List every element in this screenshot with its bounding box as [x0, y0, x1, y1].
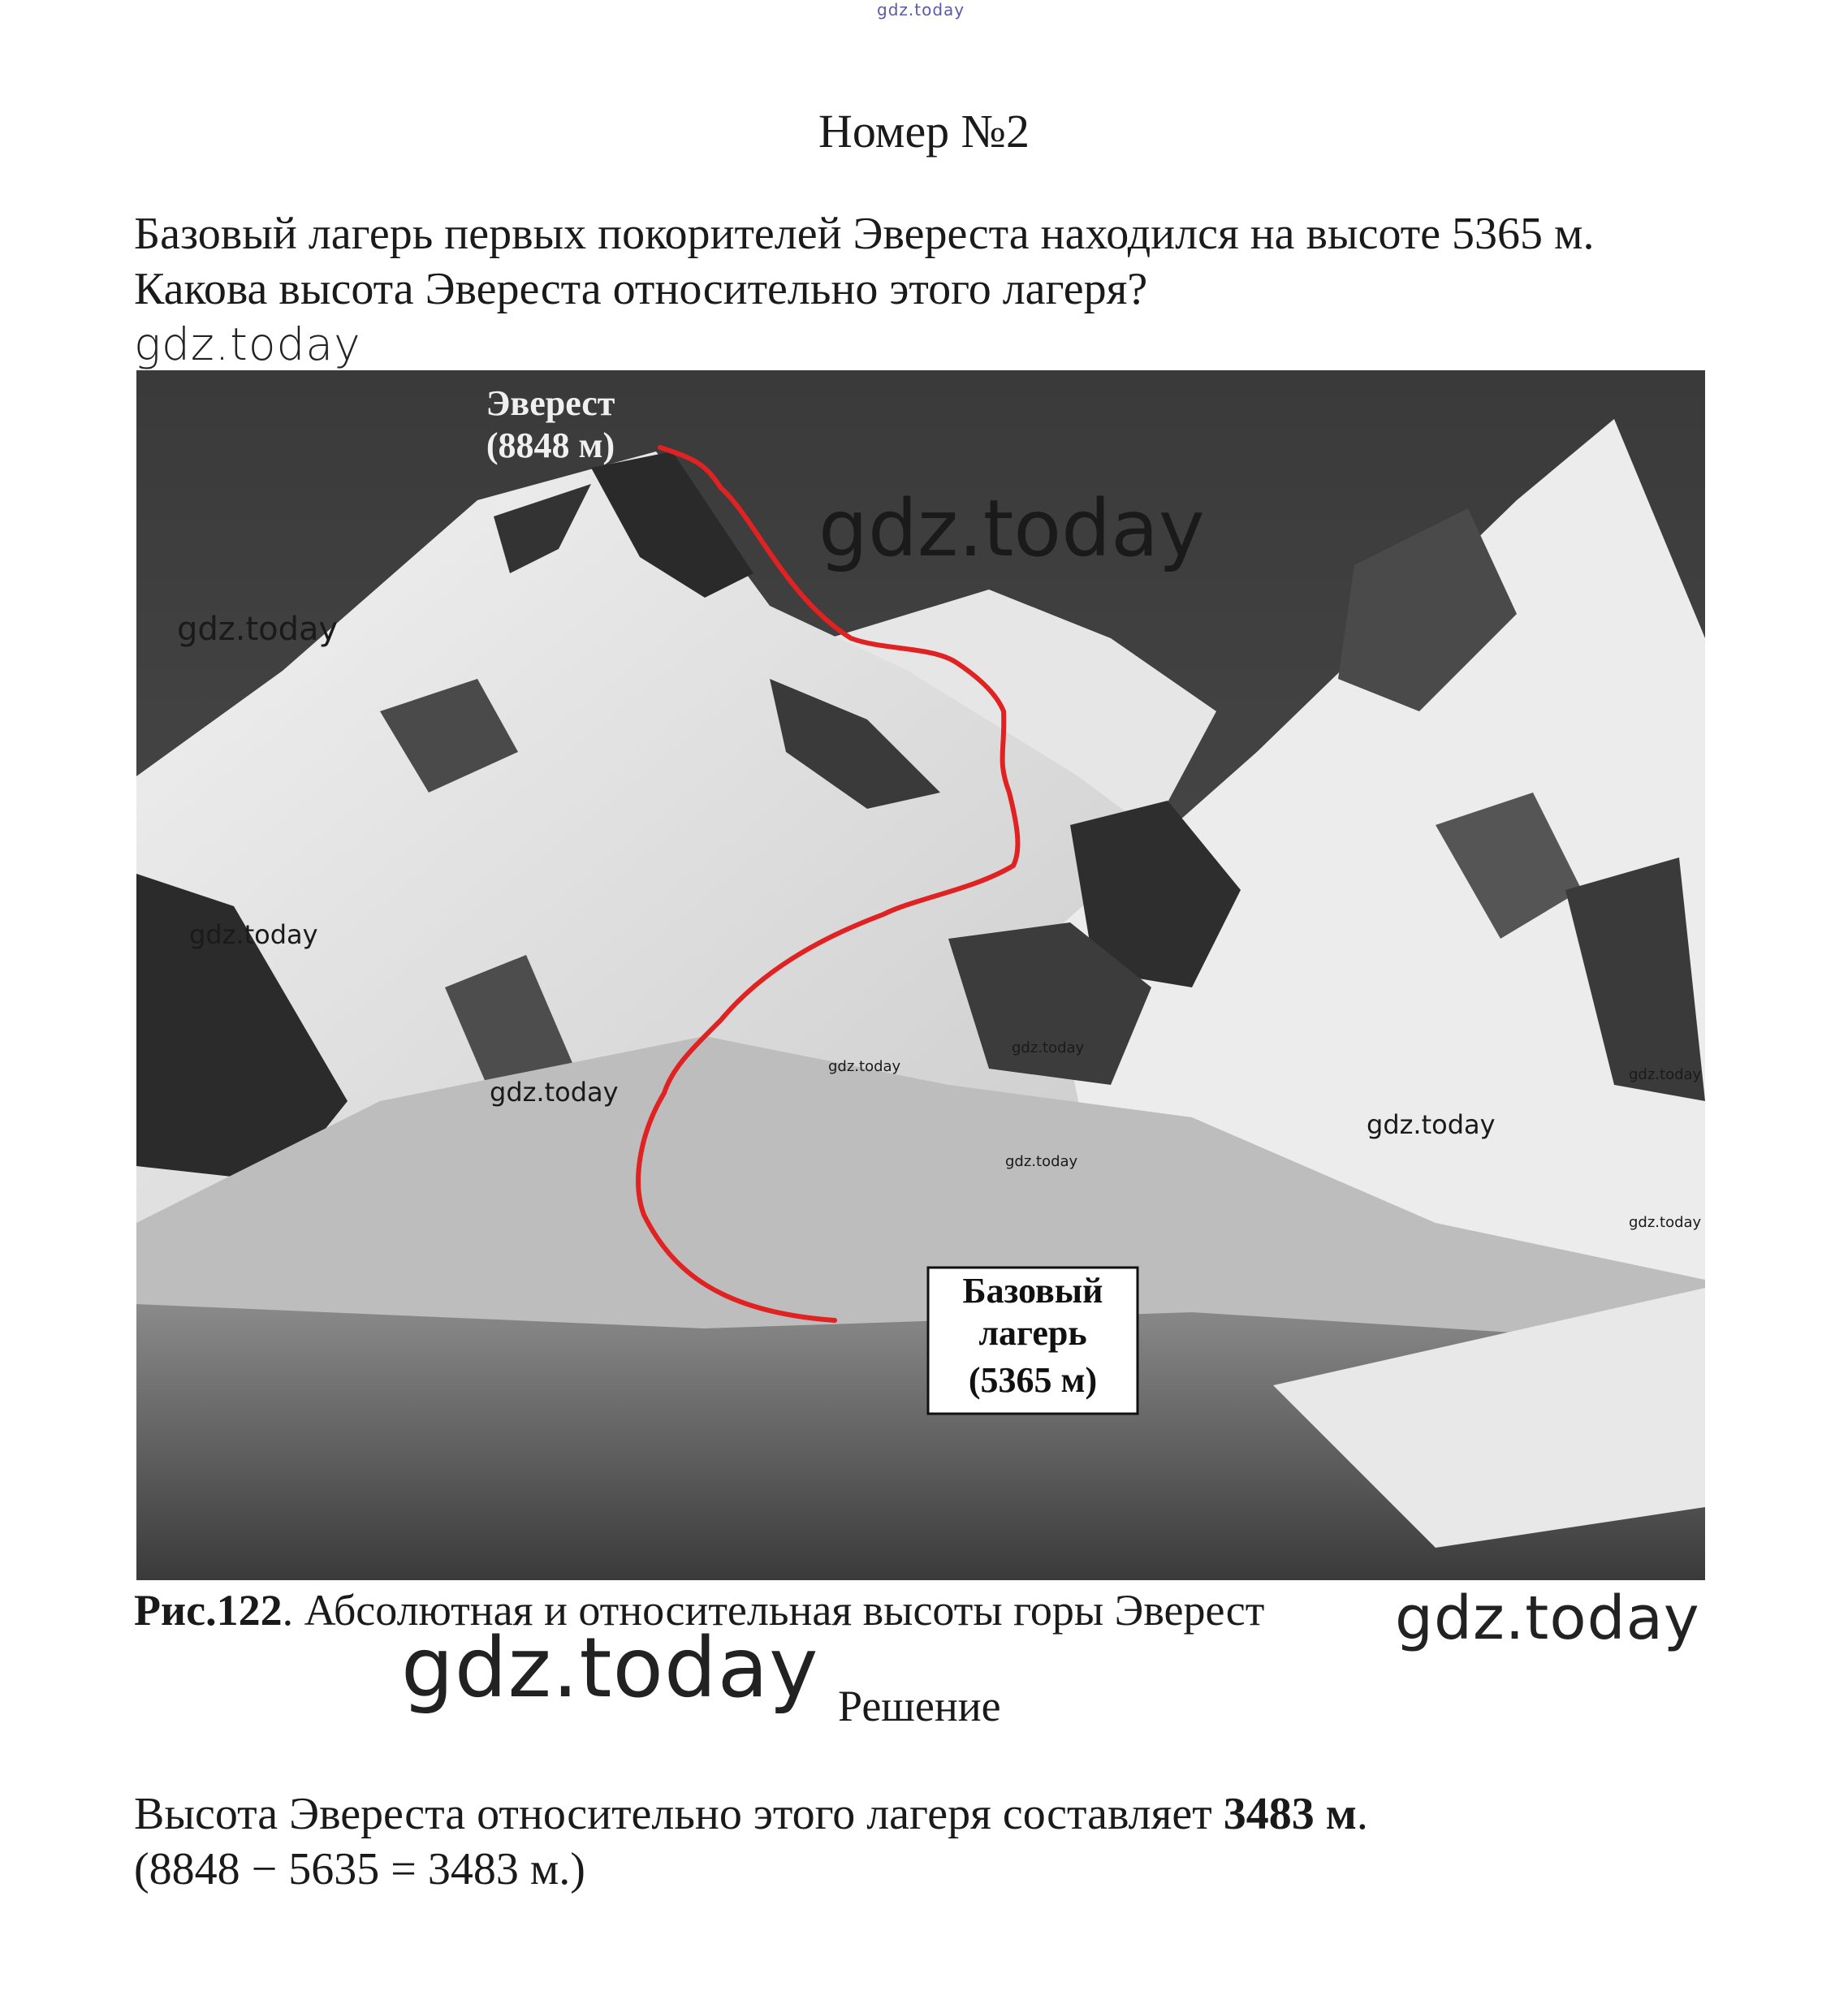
camp-label-line1: Базовый — [962, 1271, 1103, 1311]
answer-line — [134, 1786, 1368, 1842]
camp-label-line2: лагерь — [978, 1313, 1087, 1353]
answer-block — [134, 1786, 1368, 1897]
answer-prefix: Высота Эвереста относительно этого лагеря составляет — [134, 1789, 1212, 1839]
photo-watermark: gdz.today — [490, 1077, 619, 1108]
caption-number: Рис.122 — [134, 1586, 283, 1635]
answer-suffix: . — [1356, 1789, 1368, 1839]
everest-photo — [136, 370, 1705, 1580]
camp-label-height: (5365 м) — [968, 1360, 1098, 1400]
photo-watermark: gdz.today — [828, 1058, 901, 1075]
answer-value: 3483 м — [1223, 1789, 1357, 1839]
watermark-text: gdz.today — [134, 318, 361, 370]
caption-watermark: gdz.today — [1395, 1583, 1700, 1653]
summit-label-name: Эверест — [486, 383, 615, 423]
task-line-2: Какова высота Эвереста относительно этого лагеря? — [134, 264, 1148, 314]
photo-watermark: gdz.today — [1629, 1066, 1702, 1083]
task-text — [134, 206, 1758, 317]
page-title: Номер №2 — [818, 105, 1030, 158]
photo-watermark: gdz.today — [1367, 1109, 1496, 1140]
photo-watermark: gdz.today — [177, 611, 339, 648]
large-watermark: gdz.today — [401, 1620, 819, 1717]
photo-watermark: gdz.today — [1629, 1214, 1702, 1231]
photo-watermark: gdz.today — [1005, 1153, 1078, 1170]
solution-heading: Решение — [838, 1682, 1001, 1730]
caption-text: . Абсолютная и относительная высоты горы Эверест — [282, 1586, 1265, 1635]
photo-watermark-large: gdz.today — [818, 483, 1205, 574]
task-line-1: Базовый лагерь первых покорителей Эвереста находился на высоте 5365 м. — [134, 209, 1595, 259]
summit-label-height: (8848 м) — [486, 425, 615, 465]
photo-watermark: gdz.today — [1012, 1039, 1085, 1056]
header-watermark: gdz.today — [877, 0, 965, 19]
calculation-line: (8848 − 5635 = 3483 м.) — [134, 1844, 585, 1894]
photo-watermark: gdz.today — [189, 919, 318, 950]
